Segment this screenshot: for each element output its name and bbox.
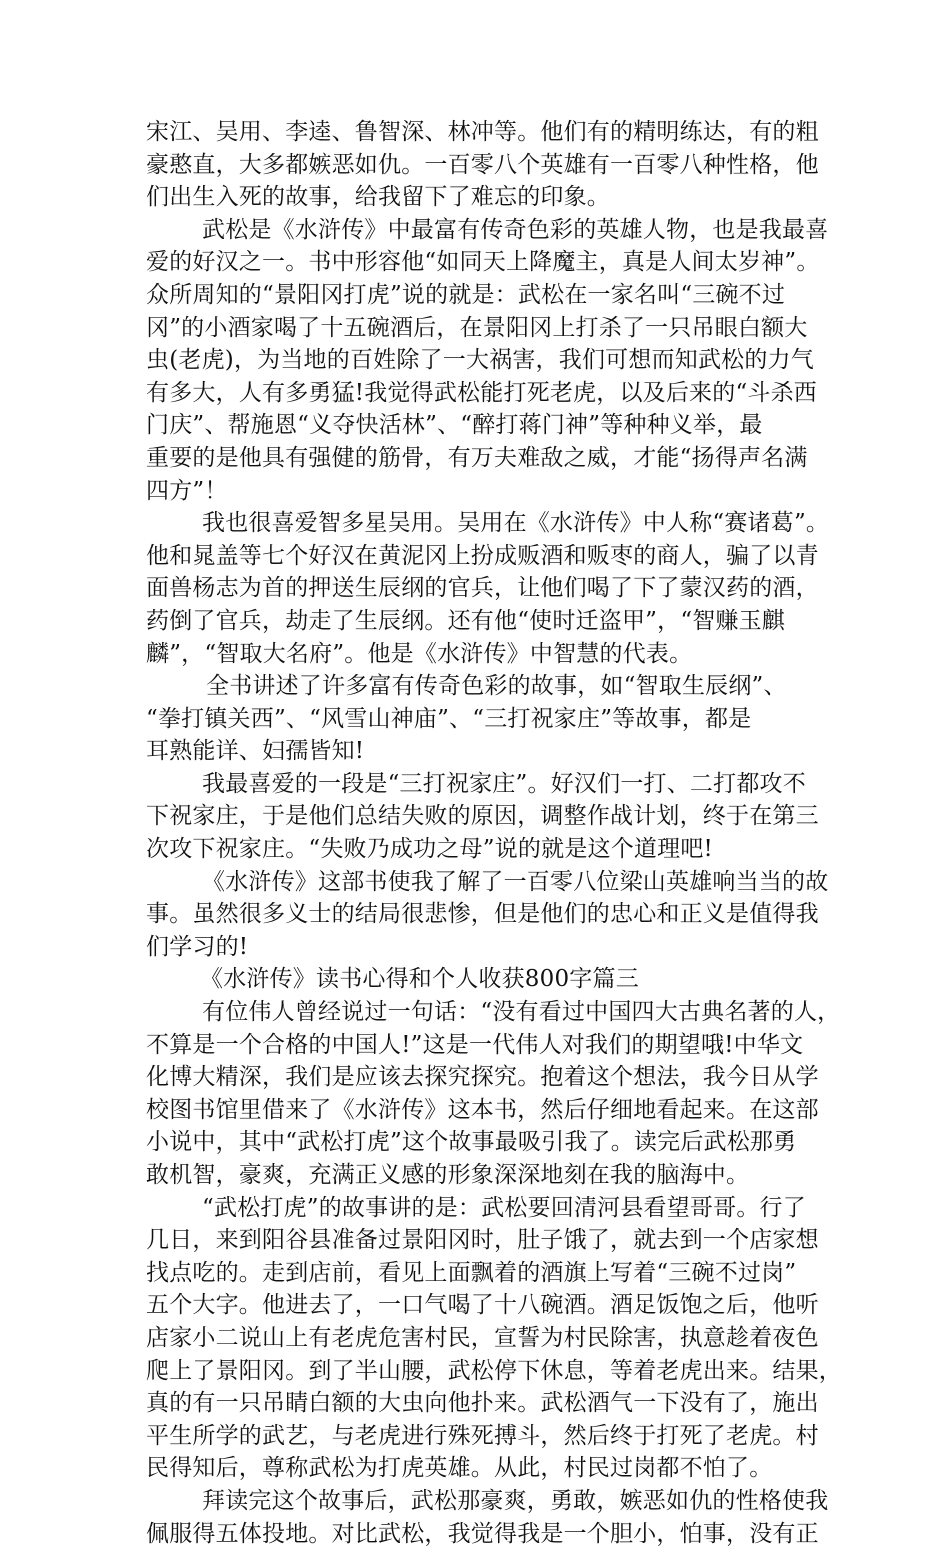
text-line: 他和晁盖等七个好汉在黄泥冈上扮成贩酒和贩枣的商人，骗了以青 [146,542,819,569]
text-line: 敢机智，豪爽，充满正义感的形象深深地刻在我的脑海中。 [146,1162,750,1188]
section-heading: 《水浒传》读书心得和个人收获800字篇三 [200,966,639,993]
text-line: 冈”的小酒家喝了十五碗酒后，在景阳冈上打杀了一只吊眼白额大 [146,314,808,341]
text-line: 下祝家庄，于是他们总结失败的原因，调整作战计划，终于在第三 [146,803,819,830]
text-line: 化博大精深，我们是应该去探究探究。抱着这个想法，我今日从学 [146,1064,819,1091]
text-line: 们出生入死的故事，给我留下了难忘的印象。 [146,184,610,211]
text-line: 面兽杨志为首的押送生辰纲的官兵，让他们喝了下了蒙汉药的酒， [146,575,819,602]
text-line: 平生所学的武艺，与老虎进行殊死搏斗，然后终于打死了老虎。村 [146,1422,819,1449]
text-line: 事。虽然很多义士的结局很悲惨，但是他们的忠心和正义是值得我 [146,901,819,928]
text-line: 民得知后，尊称武松为打虎英雄。从此，村民过岗都不怕了。 [146,1455,773,1482]
text-line: 佩服得五体投地。对比武松，我觉得我是一个胆小，怕事，没有正 [146,1520,819,1547]
text-line: 爬上了景阳冈。到了半山腰，武松停下休息，等着老虎出来。结果， [146,1357,842,1384]
text-line: 店家小二说山上有老虎危害村民，宣誓为村民除害，执意趁着夜色 [146,1324,819,1351]
body-text [146,116,842,1550]
text-line: 找点吃的。走到店前，看见上面飘着的酒旗上写着“三碗不过岗” [146,1259,797,1286]
text-line: 众所周知的“景阳冈打虎”说的就是：武松在一家名叫“三碗不过 [146,281,786,308]
paragraph-start-line: 我最喜爱的一段是“三打祝家庄”。好汉们一打、二打都攻不 [202,770,806,797]
text-line: 门庆”、帮施恩“义夺快活林”、“醉打蒋门神”等种种义举，最 [146,412,763,439]
paragraph-start-line: “武松打虎”的故事讲的是：武松要回清河县看望哥哥。行了 [202,1194,806,1221]
paragraph-start-line: 全书讲述了许多富有传奇色彩的故事，如“智取生辰纲”、 [206,673,787,700]
text-line: 校图书馆里借来了《水浒传》这本书，然后仔细地看起来。在这部 [146,1096,819,1123]
text-line: 宋江、吴用、李逵、鲁智深、林冲等。他们有的精明练达，有的粗 [146,119,819,145]
text-line: 小说中，其中“武松打虎”这个故事最吸引我了。读完后武松那勇 [146,1129,797,1156]
paragraph-start-line: 武松是《水浒传》中最富有传奇色彩的英雄人物，也是我最喜 [202,216,829,243]
text-line: 麟”，“智取大名府”。他是《水浒传》中智慧的代表。 [146,640,693,667]
text-line: 有多大，人有多勇猛!我觉得武松能打死老虎，以及后来的“斗杀西 [146,379,818,406]
text-line: 五个大字。他进去了，一口气喝了十八碗酒。酒足饭饱之后，他听 [146,1292,819,1319]
text-line: 耳熟能详、妇孺皆知! [146,738,365,765]
paragraph-start-line: 《水浒传》这部书使我了解了一百零八位梁山英雄响当当的故 [202,868,829,895]
text-line: 次攻下祝家庄。“失败乃成功之母”说的就是这个道理吧! [146,836,713,863]
text-line: “拳打镇关西”、“风雪山神庙”、“三打祝家庄”等故事，都是 [146,705,752,732]
text-line: 四方”！ [146,477,228,504]
text-line: 们学习的! [146,933,249,960]
text-line: 真的有一只吊睛白额的大虫向他扑来。武松酒气一下没有了，施出 [146,1390,819,1417]
text-line: 虫(老虎)，为当地的百姓除了一大祸害，我们可想而知武松的力气 [146,347,814,374]
text-line: 重要的是他具有强健的筋骨，有万夫难敌之威，才能“扬得声名满 [146,444,808,471]
paragraph-start-line: 有位伟人曾经说过一句话：“没有看过中国四大古典名著的人， [202,999,841,1026]
text-line: 药倒了官兵，劫走了生辰纲。还有他“使时迁盗甲”，“智赚玉麒 [146,607,786,634]
text-line: 爱的好汉之一。书中形容他“如同天上降魔主，真是人间太岁神”。 [146,249,820,276]
text-line: 几日，来到阳谷县准备过景阳冈时，肚子饿了，就去到一个店家想 [146,1227,819,1254]
paragraph-start-line: 我也很喜爱智多星吴用。吴用在《水浒传》中人称“赛诸葛”。 [202,510,830,537]
text-line: 豪憨直，大多都嫉恶如仇。一百零八个英雄有一百零八种性格，他 [146,151,819,178]
paragraph-start-line: 拜读完这个故事后，武松那豪爽，勇敢，嫉恶如仇的性格使我 [202,1487,829,1514]
text-line: 不算是一个合格的中国人!”这是一代伟人对我们的期望哦!中华文 [146,1031,804,1058]
